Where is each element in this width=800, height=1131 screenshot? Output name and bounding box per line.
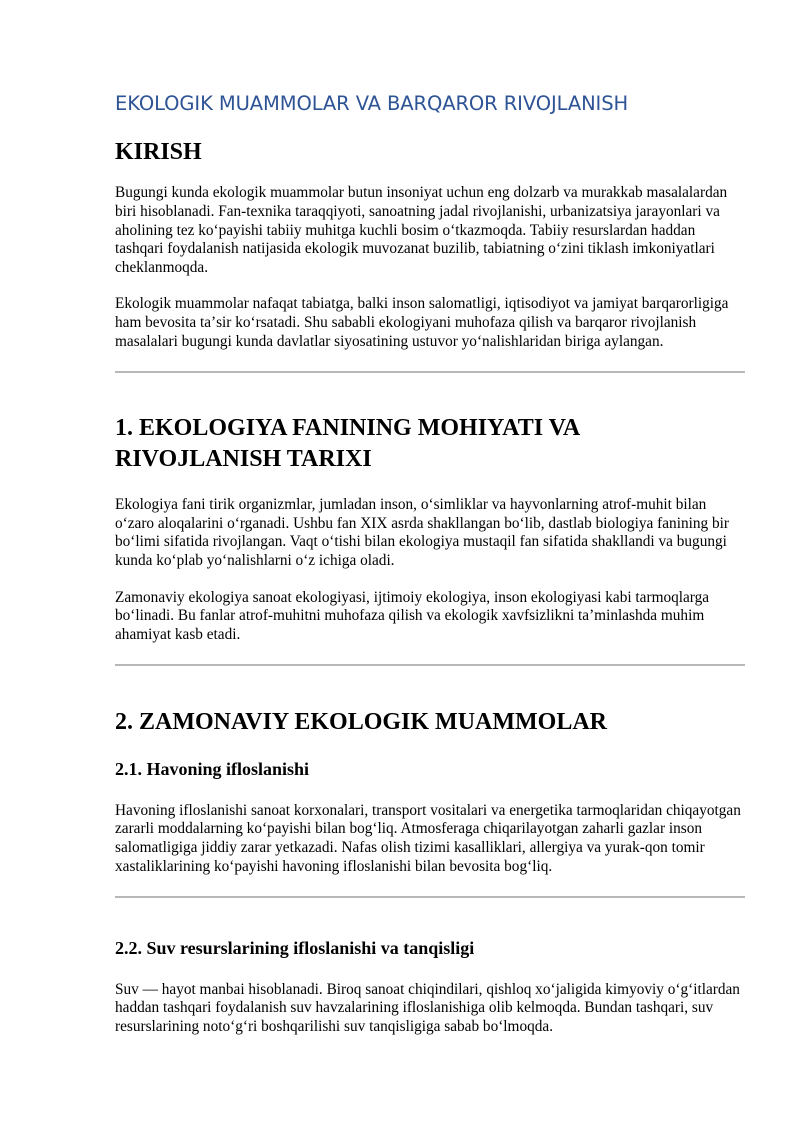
section-1-paragraph-2: Zamonaviy ekologiya sanoat ekologiyasi, ijtimoiy ekologiya, inson ekologiyasi kabi tarmoqlarga boʻlinadi. Bu fanlar atrof-muhitni muhofaza qilish va ekologik xavfsizlikni taʼminlashda muhim ahamiyat kasb etadi. bbox=[115, 588, 710, 643]
subsection-2-1-heading: 2.1. Havoning ifloslanishi bbox=[115, 759, 310, 780]
intro-heading: KIRISH bbox=[115, 139, 202, 165]
section-1-paragraph-1: Ekologiya fani tirik organizmlar, jumladan inson, oʻsimliklar va hayvonlarning atrof-muhit bilan oʻzaro aloqalarini oʻrganadi. Ushbu fan XIX asrda shakllangan boʻlib, dastlab biologiya fanining bir boʻlimi sifatida rivojlangan. Vaqt oʻtishi bilan ekologiya mustaqil fan sifatida shakllandi va bugungi kunda koʻplab yoʻnalishlarni oʻz ichiga oladi. bbox=[115, 496, 729, 569]
intro-paragraph-2: Ekologik muammolar nafaqat tabiatga, balki inson salomatligi, iqtisodiyot va jamiyat barqarorligiga ham bevosita taʼsir koʻrsatadi. Shu sababli ekologiyani muhofaza qilish va barqaror rivojlanish masalalari bugungi kunda davlatlar siyosatining ustuvor yoʻnalishlaridan biriga aylangan. bbox=[115, 295, 729, 350]
section-1-heading: 1. EKOLOGIYA FANINING MOHIYATI VA RIVOJLANISH TARIXI bbox=[115, 415, 579, 473]
document-title: EKOLOGIK MUAMMOLAR VA BARQAROR RIVOJLANISH bbox=[115, 92, 629, 115]
subsection-2-2-paragraph: Suv — hayot manbai hisoblanadi. Biroq sanoat chiqindilari, qishloq xoʻjaligida kimyoviy oʻgʻitlardan haddan tashqari foydalanish suv havzalarining ifloslanishiga olib kelmoqda. Bundan tashqari, suv resurslarining notoʻgʻri boshqarilishi suv tanqisligiga sabab boʻlmoqda. bbox=[115, 980, 740, 1036]
document-page bbox=[115, 92, 745, 1055]
section-2-heading: 2. ZAMONAVIY EKOLOGIK MUAMMOLAR bbox=[115, 709, 607, 736]
subsection-2-1-paragraph: Havoning ifloslanishi sanoat korxonalari, transport vositalari va energetika tarmoqlaridan chiqayotgan zararli moddalarning koʻpayishi bilan bogʻliq. Atmosferaga chiqarilayotgan zaharli gazlar inson salomatligiga jiddiy zarar yetkazadi. Nafas olish tizimi kasalliklari, allergiya va yurak-qon tomir xastaliklarining koʻpayishi havoning ifloslanishi bilan bevosita bogʻliq. bbox=[115, 801, 741, 875]
intro-paragraph-1: Bugungi kunda ekologik muammolar butun insoniyat uchun eng dolzarb va murakkab masalalardan biri hisoblanadi. Fan-texnika taraqqiyoti, sanoatning jadal rivojlanishi, urbanizatsiya jarayonlari va aholining tez koʻpayishi tabiiy muhitga kuchli bosim oʻtkazmoqda. Tabiiy resurslardan haddan tashqari foydalanish natijasida ekologik muvozanat buzilib, tabiatning oʻzini tiklash imkoniyatlari cheklanmoqda. bbox=[115, 184, 728, 276]
subsection-2-2-heading: 2.2. Suv resurslarining ifloslanishi va tanqisligi bbox=[115, 938, 475, 959]
